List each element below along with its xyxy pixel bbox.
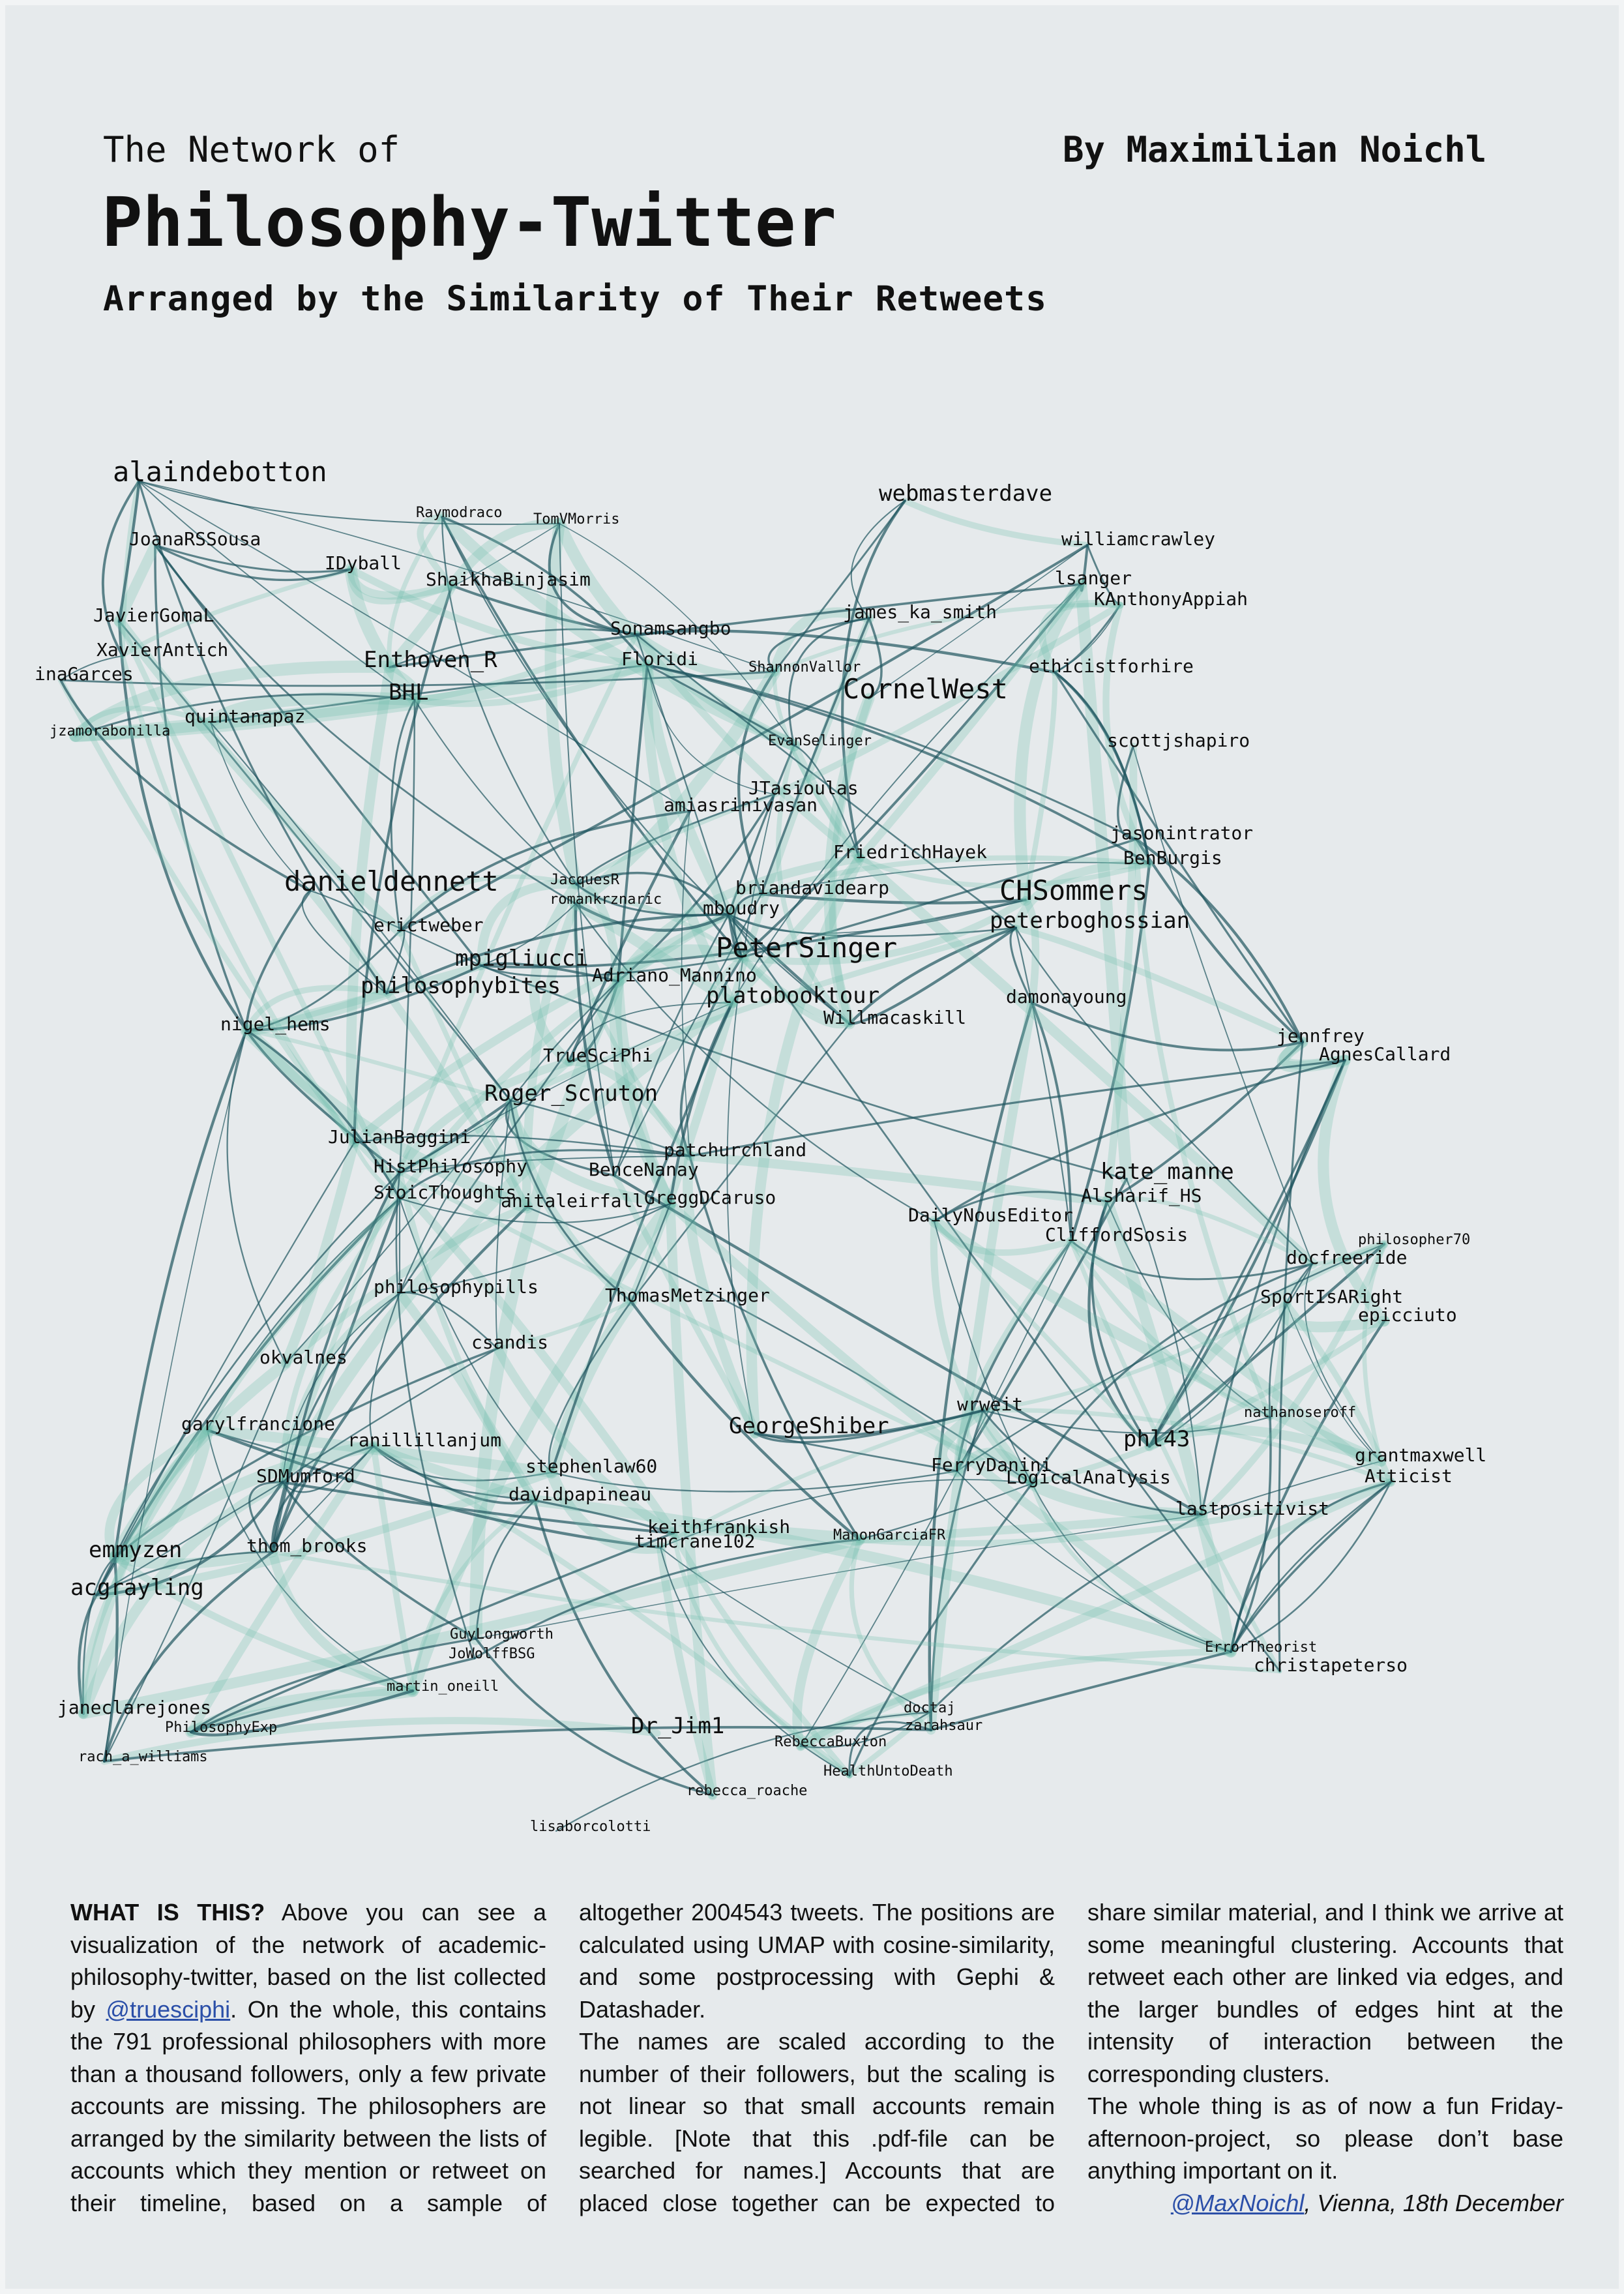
node-label: kate_manne [1100, 1159, 1234, 1185]
node-label: Raymodraco [416, 505, 503, 521]
node-label: RebeccaBuxton [775, 1734, 887, 1750]
node-label: acgrayling [70, 1575, 204, 1601]
node-label: rach_a_williams [78, 1749, 208, 1765]
node-label: emmyzen [89, 1537, 183, 1563]
edge-bundle [905, 501, 1087, 545]
node-label: GuyLongworth [450, 1626, 554, 1643]
node-label: StoicThoughts [374, 1182, 517, 1203]
node-label: BenBurgis [1123, 847, 1222, 869]
edge-bundle [851, 501, 905, 618]
node-label: briandavidearp [735, 877, 890, 899]
node-label: jasonintrator [1110, 822, 1254, 844]
node-label: csandis [471, 1332, 549, 1353]
node-label: danieldennett [284, 865, 499, 897]
page-title: Philosophy-Twitter [102, 183, 837, 262]
node-label: XavierAntich [96, 639, 229, 661]
edge-bundle [228, 1030, 286, 1363]
node-label: epicciuto [1358, 1304, 1457, 1326]
node-label: TrueSciPhi [543, 1045, 653, 1066]
node-label: zarahsaur [905, 1718, 983, 1734]
node-label: christapeterso [1254, 1654, 1408, 1676]
node-label: JulianBaggini [328, 1126, 471, 1148]
node-label: timcrane102 [634, 1530, 756, 1552]
node-label: EvanSelinger [768, 733, 872, 749]
node-label: jennfrey [1277, 1025, 1365, 1047]
node-label: Floridi [621, 648, 699, 670]
author: By Maximilian Noichl [1063, 129, 1487, 170]
description-paragraph-3: The whole thing is as of now a fun Friday-afternoon-project, so please don’t base anything important on it. [1087, 2093, 1563, 2184]
node-label: webmasterdave [879, 481, 1053, 507]
node-label: Adriano_Mannino [592, 964, 757, 986]
network-graph [5, 377, 1619, 1883]
signature-place-date: , Vienna, 18th December [1304, 2189, 1563, 2216]
node-label: scottjshapiro [1107, 730, 1250, 751]
node-label: anitaleirfall [501, 1190, 644, 1212]
node-label: ranillillanjum [347, 1429, 502, 1451]
node-label: JavierGomaL [93, 604, 214, 626]
node-label: ShannonVallor [748, 659, 861, 676]
node-label: Alsharif_HS [1081, 1185, 1202, 1206]
edge-bundle [1279, 1042, 1303, 1671]
truesciphi-link[interactable]: @truesciphi [106, 1995, 231, 2023]
node-label: Sonamsangbo [610, 618, 731, 639]
description-text-1b: . On the whole, this contains the 791 professional philosophers with more than a thousand followers, only a few private accounts are missing. The philosophers are arranged by the similarity between the lists of accounts which they mention or retweet on their timeline, based on a sample of altogether 2004543 tweets. The positions are calculated using UMAP with cosine-similarity, and some postprocessing with Gephi & Datashader. [70, 1899, 1055, 2216]
node-label: BHL [389, 679, 429, 706]
node-label: ErrorTheorist [1205, 1639, 1318, 1656]
node-label: martin_oneill [387, 1678, 499, 1695]
node-label: DailyNousEditor [908, 1204, 1073, 1226]
subtitle-top: The Network of [103, 129, 400, 170]
node-label: garylfrancione [181, 1413, 336, 1435]
node-label: romankrznaric [550, 891, 662, 908]
node-label: FriedrichHayek [833, 841, 988, 863]
node-label: lastpositivist [1175, 1498, 1330, 1519]
node-label: okvalnes [259, 1347, 347, 1368]
node-label: Willmacaskill [823, 1007, 967, 1028]
node-label: SDMumford [256, 1465, 355, 1487]
node-label: williamcrawley [1061, 528, 1216, 550]
node-label: GeorgeShiber [729, 1413, 889, 1439]
node-label: IDyball [325, 552, 402, 574]
node-label: Enthoven_R [364, 647, 497, 673]
edge-bundle [155, 545, 351, 580]
node-label: grantmaxwell [1355, 1444, 1487, 1466]
node-label: inaGarces [35, 663, 134, 685]
node-label: james_ka_smith [843, 601, 997, 623]
node-label: BenceNanay [589, 1159, 699, 1180]
node-label: philosopher70 [1358, 1232, 1471, 1248]
node-label: KAnthonyAppiah [1094, 588, 1248, 610]
node-label: janeclarejones [57, 1697, 212, 1718]
description-text-1a: Above you can see a visualization of the network of academic-philosophy-twitter, based on the list collected by [70, 1899, 547, 2023]
node-label: HealthUntoDeath [823, 1763, 953, 1780]
node-label: ThomasMetzinger [605, 1285, 770, 1306]
signature [1087, 2187, 1563, 2220]
node-label: CornelWest [843, 673, 1008, 705]
node-label: phl43 [1123, 1426, 1190, 1452]
node-label: lisaborcolotti [530, 1819, 651, 1835]
node-label: thom_brooks [246, 1535, 368, 1557]
node-label: FerryDanini [931, 1454, 1052, 1476]
node-label: wrweit [957, 1393, 1024, 1415]
node-label: CHSommers [999, 874, 1148, 906]
node-label: amiasrinivasan [664, 794, 818, 816]
node-label: SportIsARight [1260, 1286, 1404, 1307]
node-label: JoWolffBSG [449, 1646, 535, 1662]
node-label: philosophypills [374, 1276, 539, 1298]
node-label: platobooktour [706, 983, 880, 1009]
node-label: nigel_hems [220, 1013, 331, 1035]
node-label: CliffordSosis [1045, 1224, 1188, 1245]
node-label: HistPhilosophy [374, 1155, 528, 1177]
edge-bundle [1323, 1060, 1384, 1321]
node-label: ShaikhaBinjasim [426, 569, 591, 590]
node-label: JoanaRSSousa [129, 528, 261, 550]
node-label: docfreeride [1286, 1247, 1408, 1268]
node-label: rebecca_roache [687, 1783, 808, 1799]
node-label: nathanoseroff [1244, 1405, 1357, 1421]
description [70, 1896, 1563, 2235]
node-label: lsanger [1055, 567, 1132, 589]
node-label: Atticist [1365, 1465, 1453, 1487]
node-label: Dr_Jim1 [631, 1713, 725, 1739]
node-label: LogicalAnalysis [1006, 1467, 1171, 1488]
edge-bundle [1136, 839, 1303, 1042]
node-label: AgnesCallard [1319, 1043, 1451, 1065]
subtitle: Arranged by the Similarity of Their Retweets [103, 279, 1047, 319]
node-label: JTasioulas [748, 777, 859, 799]
node-label: alaindebotton [113, 456, 327, 488]
node-label: peterboghossian [990, 908, 1190, 934]
edge-bundle [1016, 928, 1303, 1042]
node-label: PeterSinger [716, 932, 898, 964]
edge-bundle [1136, 839, 1303, 1042]
node-label: ManonGarciaFR [833, 1527, 946, 1543]
node-label: TomVMorris [533, 511, 620, 528]
node-label: philosophybites [361, 973, 561, 999]
poster [5, 5, 1619, 2289]
maxnoichl-link[interactable]: @MaxNoichl [1170, 2189, 1305, 2216]
description-paragraph-2: The names are scaled according to the number of their followers, but the scaling is not linear so that small accounts remain legible. [Note that this .pdf-file can be searched for names.] Accounts that are placed close together can be expected to share similar material, and I think we arrive at some meaningful clustering. Accounts that retweet each other are linked via edges, and the larger bundles of edges hint at the intensity of interaction between the corresponding clusters. [579, 1899, 1563, 2216]
node-label: keithfrankish [647, 1516, 791, 1538]
node-label: JacquesR [550, 872, 619, 888]
node-label: ethicistforhire [1029, 655, 1194, 677]
node-label: patchurchland [664, 1139, 807, 1161]
node-label: damonayoung [1006, 986, 1127, 1007]
node-label: jzamorabonilla [50, 723, 171, 739]
node-label: mboudry [703, 897, 780, 919]
node-label: quintanapaz [185, 706, 306, 727]
node-label: erictweber [374, 914, 484, 936]
node-label: mpigliucci [455, 946, 589, 972]
description-lead: WHAT IS THIS? [70, 1899, 265, 1926]
node-label: davidpapineau [509, 1483, 652, 1505]
node-label: Roger_Scruton [484, 1080, 658, 1107]
node-label: GreggDCaruso [644, 1187, 776, 1208]
node-label: doctaj [904, 1700, 956, 1716]
node-label: stephenlaw60 [525, 1455, 658, 1477]
node-label: PhilosophyExp [165, 1720, 278, 1736]
